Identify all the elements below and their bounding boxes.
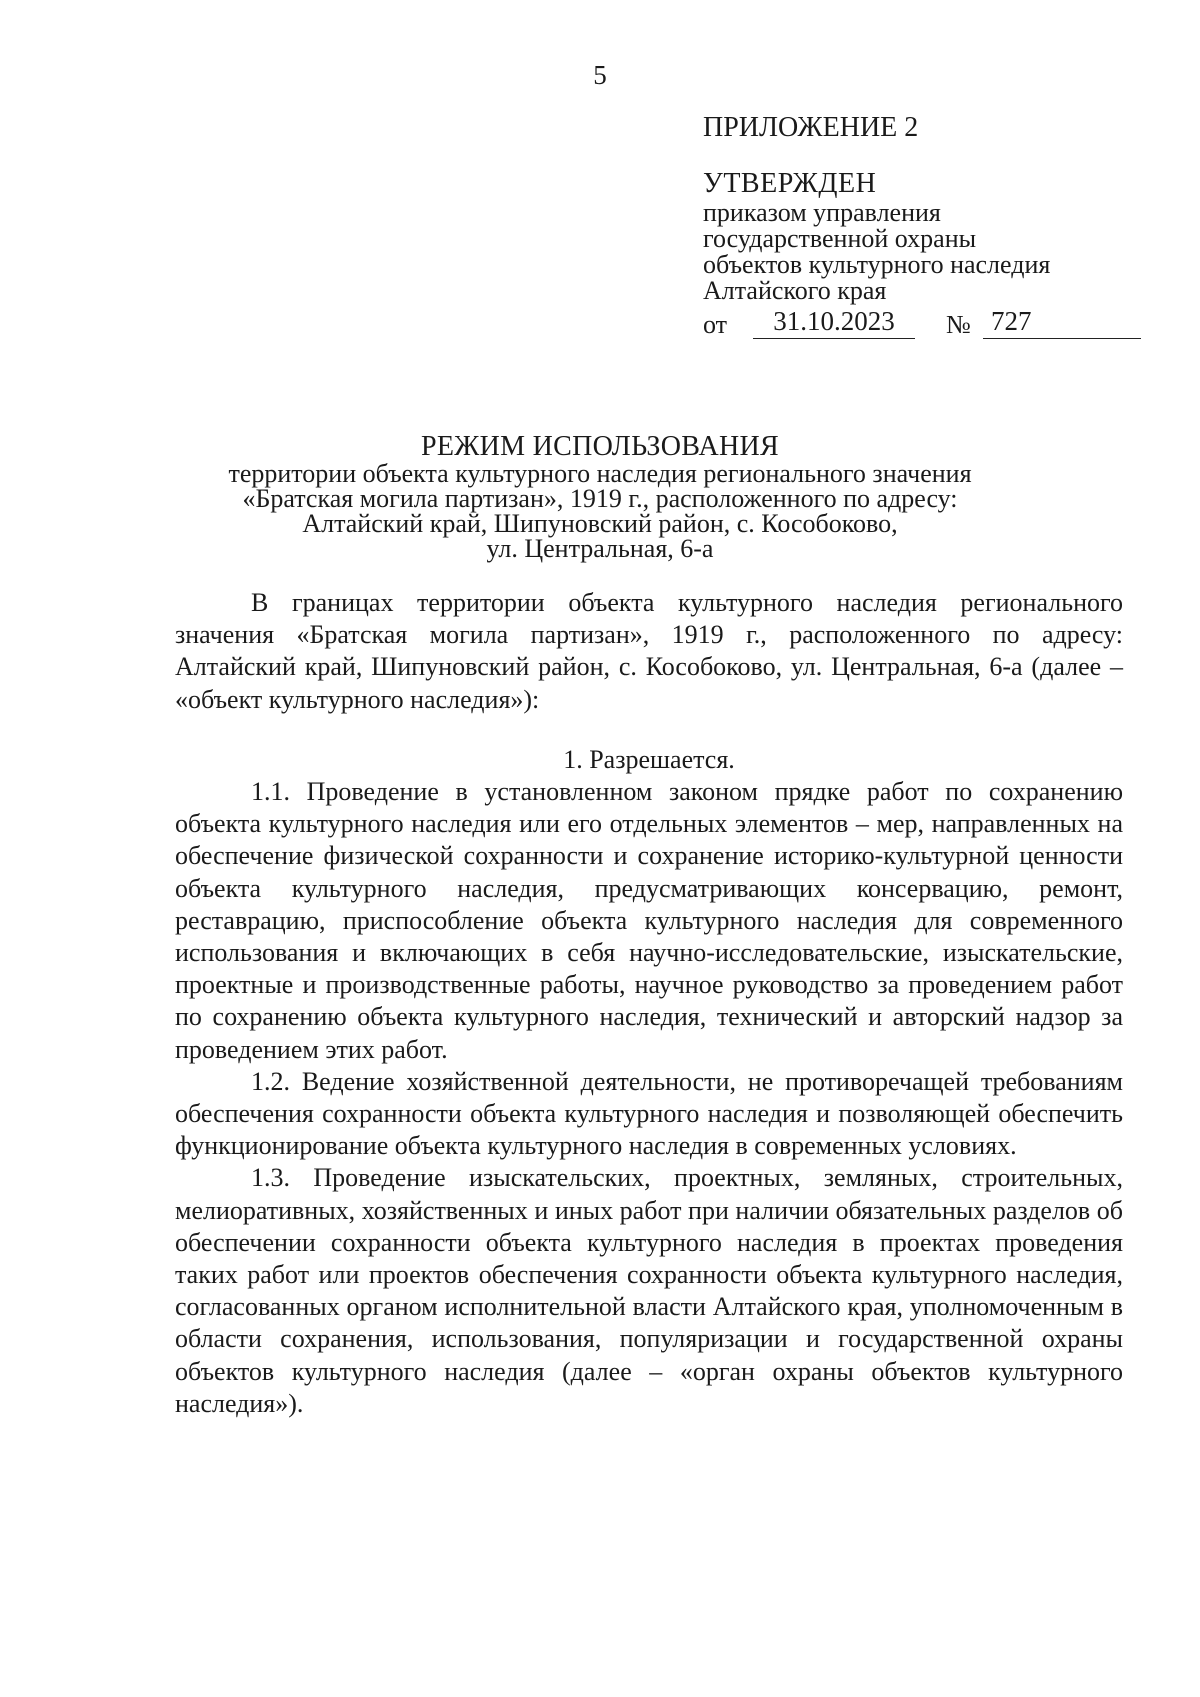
approval-line: государственной охраны (703, 224, 977, 253)
number-prefix: № (946, 310, 971, 339)
order-number: 727 (983, 306, 1141, 339)
title-line: Алтайский край, Шипуновский район, с. Кособоково, (302, 509, 898, 538)
title-heading: РЕЖИМ ИСПОЛЬЗОВАНИЯ (420, 431, 780, 462)
approval-line: приказом управления (703, 198, 941, 227)
title-line: ул. Центральная, 6-а (486, 534, 714, 563)
item-1-3: 1.3. Проведение изыскательских, проектных, земляных, строительных, мелиоративных, хозяйственных и иных работ при наличии обязательных разделов об обеспечении сохранности объекта культурного наследия в проектах проведения таких работ или проектов обеспечения сохранности объекта культурного наследия, согласованных органом исполнительной власти Алтайского края, уполномоченным в области сохранения, использования, популяризации и государственной охраны объектов культурного наследия (далее – «орган охраны объектов культурного наследия»). (175, 1163, 1123, 1418)
page-number: 5 (593, 60, 607, 90)
title-line: территории объекта культурного наследия регионального значения (228, 459, 972, 488)
date-prefix: от (703, 310, 728, 339)
title-line: «Братская могила партизан», 1919 г., расположенного по адресу: (242, 484, 958, 513)
intro-paragraph: В границах территории объекта культурного наследия регионального значения «Братская могила партизан», 1919 г., расположенного по адресу: Алтайский край, Шипуновский район, с. Кособоково, ул. Центральная, 6-а (далее – «объект культурного наследия»): (175, 588, 1123, 714)
item-1-1: 1.1. Проведение в установленном законом прядке работ по сохранению объекта культурного наследия или его отдельных элементов – мер, направленных на обеспечение физической сохранности и сохранение историко-культурной ценности объекта культурного наследия, предусматривающих консервацию, ремонт, реставрацию, приспособление объекта культурного наследия для современного использования и включающих в себя научно-исследовательские, изыскательские, проектные и производственные работы, научное руководство за проведением работ по сохранению объекта культурного наследия, технический и авторский надзор за проведением этих работ. (175, 777, 1123, 1064)
document-body (175, 587, 1123, 1420)
document-title (0, 433, 1200, 561)
approval-line: Алтайского края (703, 276, 887, 305)
approved-label: УТВЕРЖДЕН (703, 168, 877, 199)
item-1-2: 1.2. Ведение хозяйственной деятельности, не противоречащей требованиям обеспечения сохранности объекта культурного наследия и позволяющей обеспечить функционирование объекта культурного наследия в современных условиях. (175, 1066, 1123, 1161)
order-date-number (703, 306, 1143, 340)
section-heading: 1. Разрешается. (563, 744, 735, 774)
approval-stamp-block (703, 112, 1143, 340)
approval-line: объектов культурного наследия (703, 250, 1051, 279)
appendix-label: ПРИЛОЖЕНИЕ 2 (703, 112, 919, 143)
order-date: 31.10.2023 (753, 306, 915, 339)
